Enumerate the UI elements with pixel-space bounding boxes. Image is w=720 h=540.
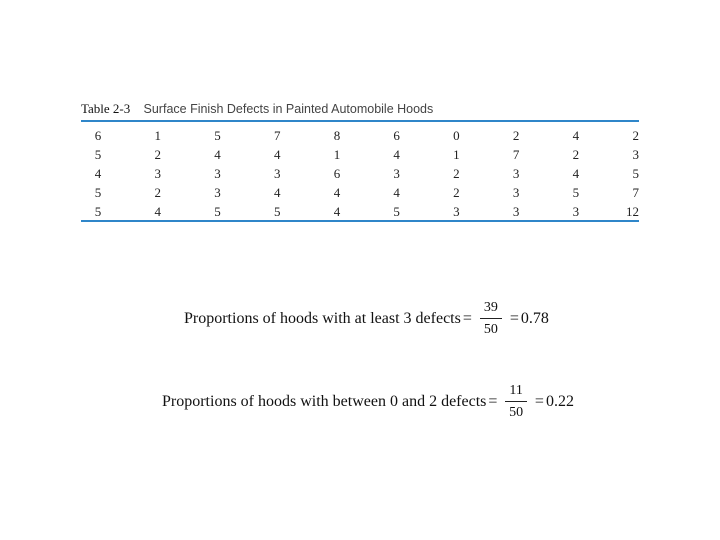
table-cell: 4 [273, 185, 281, 200]
table-cell: 12 [626, 204, 639, 219]
formula-between-0-and-2 [162, 383, 574, 421]
table-cell: 4 [214, 147, 221, 162]
fraction-denominator: 50 [509, 405, 524, 420]
table-cell: 1 [453, 147, 460, 162]
table-cell: 3 [512, 204, 520, 219]
table-cell: 1 [154, 128, 161, 143]
table-cell: 6 [333, 166, 341, 181]
fraction-numerator: 11 [505, 383, 526, 402]
table-cell: 3 [393, 166, 400, 181]
table-cell: 4 [94, 166, 102, 181]
fraction [505, 383, 526, 421]
table-cell: 5 [393, 204, 400, 219]
formula-result: 0.22 [545, 393, 574, 410]
table-cell: 3 [632, 147, 639, 162]
table-cell: 5 [94, 147, 102, 162]
table-cell: 8 [333, 128, 341, 143]
table-cell: 4 [393, 147, 400, 162]
formula-result: 0.78 [520, 310, 549, 327]
table-cell: 6 [393, 128, 400, 143]
table-row [81, 164, 639, 183]
table-cell: 7 [632, 185, 639, 200]
table-caption: Surface Finish Defects in Painted Automobile Hoods [143, 102, 434, 116]
table-row [81, 126, 639, 145]
table-cell: 2 [632, 128, 639, 143]
table-cell: 5 [273, 204, 281, 219]
table-cell: 6 [94, 128, 102, 143]
table-cell: 2 [512, 128, 520, 143]
table-cell: 4 [333, 204, 341, 219]
fraction-denominator: 50 [483, 322, 498, 337]
table-cell: 7 [512, 147, 520, 162]
table-cell: 3 [572, 204, 580, 219]
table-cell: 2 [154, 185, 161, 200]
table-cell: 3 [154, 166, 161, 181]
table-cell: 4 [572, 166, 580, 181]
table-cell: 4 [572, 128, 580, 143]
table-cell: 3 [273, 166, 281, 181]
table-cell: 3 [512, 185, 520, 200]
table-cell: 2 [572, 147, 580, 162]
table-cell: 3 [512, 166, 520, 181]
table-row [81, 183, 639, 202]
table-cell: 4 [154, 204, 161, 219]
table-cell: 7 [273, 128, 281, 143]
table-cell: 0 [453, 128, 460, 143]
table-cell: 5 [214, 204, 221, 219]
equals-sign: = [509, 310, 519, 327]
equals-sign: = [534, 393, 544, 410]
table-cell: 1 [333, 147, 341, 162]
table-cell: 5 [94, 185, 102, 200]
table-cell: 4 [333, 185, 341, 200]
table-cell: 2 [453, 166, 460, 181]
table-cell: 5 [94, 204, 102, 219]
table-top-rule [81, 120, 639, 122]
table-title [81, 100, 641, 118]
formula-text: Proportions of hoods with at least 3 defects [184, 310, 461, 327]
table-cell: 5 [214, 128, 221, 143]
table-cell: 3 [214, 185, 221, 200]
table-cell: 5 [572, 185, 580, 200]
table-label: Table 2-3 [81, 101, 131, 116]
equals-sign: = [462, 310, 472, 327]
table-cell: 3 [453, 204, 460, 219]
table-row [81, 145, 639, 164]
table-cell: 4 [393, 185, 400, 200]
defects-table [81, 126, 639, 221]
table-cell: 2 [154, 147, 161, 162]
formula-at-least-3 [184, 300, 549, 338]
fraction [480, 300, 502, 338]
table-bottom-rule [81, 220, 639, 222]
formula-text: Proportions of hoods with between 0 and 2 defects [162, 393, 487, 410]
table-cell: 2 [453, 185, 460, 200]
table-row [81, 202, 639, 221]
table-cell: 5 [632, 166, 639, 181]
table-cell: 4 [273, 147, 281, 162]
table-cell: 3 [214, 166, 221, 181]
equals-sign: = [488, 393, 498, 410]
fraction-numerator: 39 [480, 300, 502, 319]
